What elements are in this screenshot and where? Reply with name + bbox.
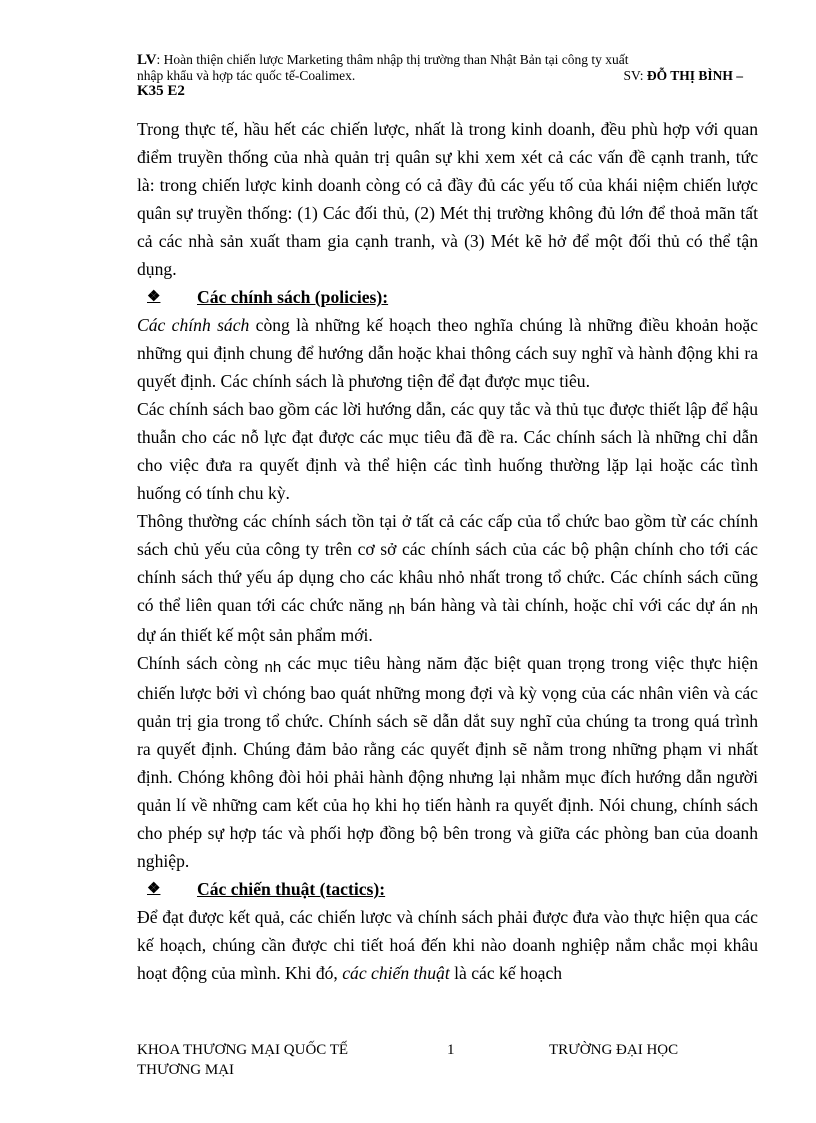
tactics-heading (137, 875, 758, 903)
footer-faculty-line2: THƯƠNG MẠI (137, 1062, 235, 1078)
footer-faculty (137, 1040, 397, 1080)
header-title-line1 (137, 52, 743, 68)
p3-text-a: Thông thường các chính sách tồn tại ở tất cả các cấp của tổ chức bao gồm từ các chính sách chủ yếu của công ty trên cơ sở các chính sách của các bộ phận chính cho tới các chính sách thứ yếu áp dụng cho các khâu nhỏ nhất trong tổ chức. Các chính sách cũng có thể liên quan tới các chức năng (137, 511, 758, 615)
p4-nh: nh (264, 659, 282, 676)
tactics-text-a: Để đạt được kết quả, các chiến lược và chính sách phải được đưa vào thực hiện qua các kế hoạch, chúng cần được chi tiết hoá đến khi nào doanh nghiệp nắm chắc mọi khâu hoạt động của mình. Khi đó, (137, 907, 758, 983)
diamond-bullet-icon: ❖ (147, 289, 161, 305)
policies-term: Các chính sách (137, 315, 250, 335)
intro-paragraph: Trong thực tế, hầu hết các chiến lược, nhất là trong kinh doanh, đều phù hợp với quan điểm truyền thống của nhà quản trị quân sự khi xem xét cả các vấn đề cạnh tranh, tức là: trong chiến lược kinh doanh còng có cả đầy đủ các yếu tố của khái niệm chiến lược quân sự truyền thống: (1) Các đối thủ, (2) Mét thị trường không đủ lớn để thoả mãn tất cả các nhà sản xuất tham gia cạnh tranh, và (3) Mét kẽ hở để một đối thủ có thể tận dụng. (137, 119, 758, 279)
footer-faculty-line1: KHOA THƯƠNG MẠI QUỐC TẾ (137, 1042, 349, 1058)
header-title-text-2: nhập khẩu và hợp tác quốc tế-Coalimex. (137, 68, 356, 83)
policies-paragraph-2: Các chính sách bao gồm các lời hướng dẫn, các quy tắc và thủ tục được thiết lập để hậu thuẫn cho các nỗ lực đạt được các mục tiêu đã đề ra. Các chính sách là những chỉ dẫn cho việc đưa ra quyết định và thể hiện các tình huống thường lặp lại hoặc các tình huống có tính chu kỳ. (137, 399, 758, 503)
header-title-text: : Hoàn thiện chiến lược Marketing thâm nhập thị trường than Nhật Bản tại công ty xuất (156, 52, 629, 67)
p3-text-b: bán hàng và tài chính, hoặc chỉ với các dự án (405, 595, 742, 615)
p3-nh-2: nh (741, 601, 759, 618)
tactics-heading-text: Các chiến thuật (tactics): (197, 879, 386, 899)
p4-text-b: các mục tiêu hàng năm đặc biệt quan trọng trong việc thực hiện chiến lược bởi vì chóng bao quát những mong đợi và kỳ vọng của các nhân viên và các quản trị gia trong tổ chức. Chính sách sẽ dẫn dắt suy nghĩ của chúng ta trong quá trình ra quyết định. Chúng đảm bảo rằng các quyết định sẽ nằm trong những phạm vi nhất định. Chóng không đòi hỏi phải hành động nhưng lại nhằm mục đích hướng dẫn người quản lí về những cam kết của họ khi họ tiến hành ra quyết định. Nói chung, chính sách cho phép sự hợp tác và phối hợp đồng bộ bên trong và giữa các phòng ban của doanh nghiệp. (137, 653, 758, 871)
policies-paragraph-1 (137, 311, 758, 395)
class-code: K35 E2 (137, 83, 185, 99)
document-body (137, 115, 758, 987)
tactics-term: các chiến thuật (342, 963, 450, 983)
policies-heading-text: Các chính sách (policies): (197, 287, 389, 307)
student-name: ĐỖ THỊ BÌNH – (646, 68, 743, 83)
policies-heading (137, 283, 758, 311)
policies-p1-text: còng là những kế hoạch theo nghĩa chúng là những điều khoản hoặc những qui định chung để hướng dẫn hoặc khai thông cách suy nghĩ và hành động khi ra quyết định. Các chính sách là phương tiện để đạt được mục tiêu. (137, 315, 758, 391)
footer-university: TRƯỜNG ĐẠI HỌC (549, 1042, 679, 1058)
diamond-bullet-icon: ❖ (147, 881, 161, 897)
page-number: 1 (447, 1042, 455, 1058)
tactics-text-b: là các kế hoạch (449, 963, 563, 983)
header-title-line2 (137, 68, 743, 83)
p3-nh-1: nh (388, 601, 406, 618)
page-header (137, 52, 743, 99)
p4-text-a: Chính sách còng (137, 653, 265, 673)
lv-label: LV (137, 52, 157, 68)
student-info (623, 68, 743, 83)
policies-paragraph-4 (137, 649, 758, 875)
p3-text-c: dự án thiết kế một sản phẩm mới. (137, 625, 373, 645)
tactics-paragraph-1 (137, 903, 758, 987)
sv-label: SV: (623, 68, 647, 83)
policies-paragraph-3 (137, 507, 758, 649)
